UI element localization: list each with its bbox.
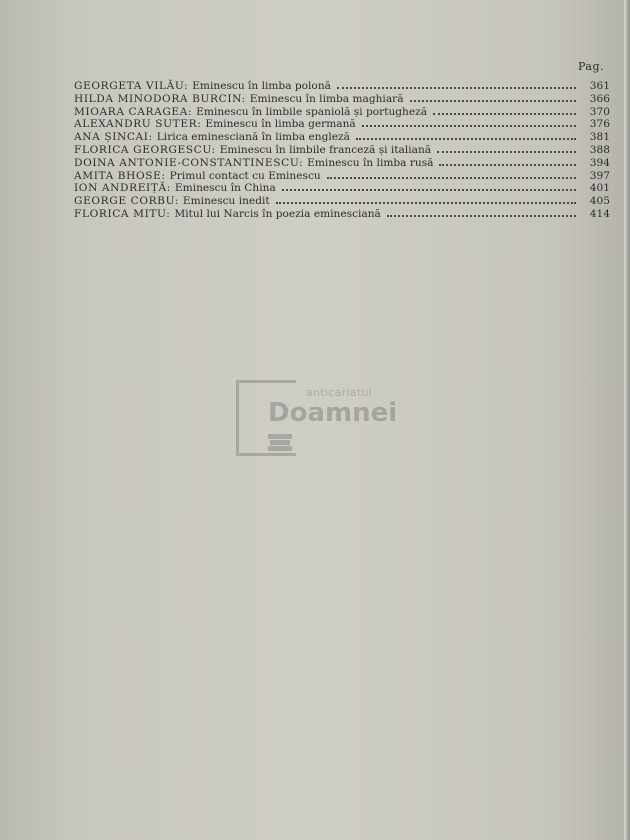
watermark-logo [236,380,416,458]
entry-author: DOINA ANTONIE-CONSTANTINESCU: [74,156,304,169]
entry-page-number: 397 [589,169,610,182]
entry-page-number: 361 [589,80,610,92]
entry-title: Eminescu inedit [182,195,270,208]
dot-leader [387,207,576,217]
entry-author: HILDA MINODORA BURCIN: [74,92,246,105]
toc-entry [74,105,610,118]
entry-page-number: 388 [589,143,610,156]
entry-page-number: 376 [589,118,610,131]
toc-entry [74,169,610,182]
entry-title: Eminescu în limbile spaniolă și portugheză [196,105,428,118]
dot-leader [282,181,576,191]
entry-title: Eminescu în limbile franceză și italiană [219,143,432,156]
dot-leader [439,156,576,166]
dot-leader [437,143,576,153]
entry-page-number: 405 [589,195,610,208]
dot-leader [327,169,576,179]
entry-author: ION ANDREIȚĂ: [74,182,171,195]
dot-leader [410,92,576,102]
entry-author: FLORICA MITU: [74,207,171,220]
entry-author: GEORGE CORBU: [74,195,179,208]
toc-entry [74,130,610,143]
page-column-header: Pag. [577,60,604,73]
entry-title: Eminescu în China [174,182,276,195]
toc-entry [74,194,610,207]
entry-page-number: 414 [589,207,610,220]
entry-page-number: 394 [589,156,610,169]
entry-title: Eminescu în limba germană [205,118,356,131]
entry-author: ANA ȘINCAI: [74,131,153,144]
toc-entry [74,207,610,220]
entry-title: Primul contact cu Eminescu [169,169,321,182]
dot-leader [356,130,576,140]
entry-page-number: 381 [589,131,610,144]
books-icon [266,432,294,452]
watermark-big-text: Doamnei [268,398,398,428]
toc-entry [74,156,610,169]
entry-title: Mitul lui Narcis în poezia eminesciană [174,207,381,220]
entry-author: ALEXANDRU SUTER: [74,118,202,131]
toc-entry [74,92,610,105]
entry-title: Eminescu în limba maghiară [249,92,404,105]
dot-leader [433,105,576,115]
dot-leader [362,117,576,127]
dot-leader [276,194,576,204]
entry-title: Lirica eminesciană în limba engleză [156,131,350,144]
entry-author: FLORICA GEORGESCU: [74,143,216,156]
table-of-contents [74,60,610,220]
toc-entries [74,79,610,220]
toc-entry [74,143,610,156]
dot-leader [337,79,576,89]
page-edge [624,0,630,840]
toc-entry [74,117,610,130]
toc-entry [74,181,610,194]
entry-page-number: 370 [589,105,610,118]
entry-author: GEORGETA VILĂU: [74,80,189,92]
entry-title: Eminescu în limba rusă [307,156,434,169]
watermark-small-text: anticariatul [306,386,373,399]
entry-author: MIOARA CARAGEA: [74,105,193,118]
entry-page-number: 366 [589,92,610,105]
entry-page-number: 401 [589,182,610,195]
entry-title: Eminescu în limba polonă [192,80,331,92]
entry-author: AMITA BHOSE: [74,169,166,182]
toc-entry [74,79,610,92]
